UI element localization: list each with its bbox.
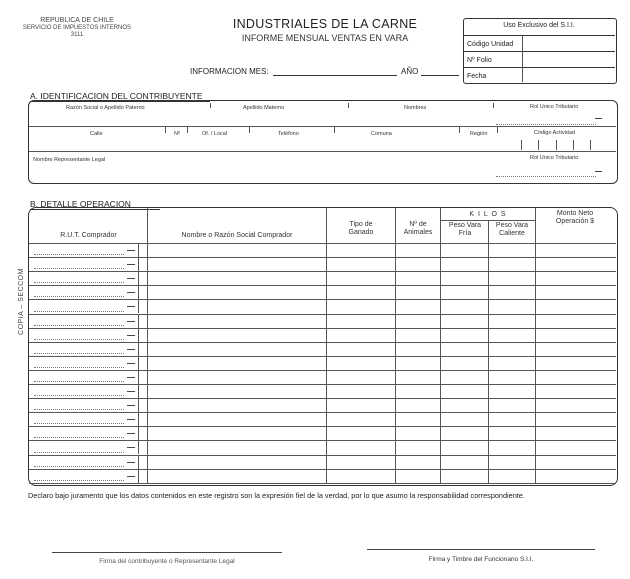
- rut-verifier-divider: [138, 286, 139, 299]
- numero-label: Nº: [174, 131, 180, 137]
- table-row[interactable]: [29, 244, 616, 257]
- col-animales-header: Nº de Animales: [403, 221, 433, 236]
- col-caliente-header: Peso Vara Caliente: [495, 222, 529, 237]
- rut-digit-guides: [34, 311, 124, 312]
- representante-label: Nombre Representante Legal: [33, 157, 106, 163]
- declaration-text: Declaro bajo juramento que los datos contenidos en este registro son la expresión fiel de la verdad, por lo que asumo la responsabilidad correspondiente.: [28, 491, 525, 500]
- rut-verifier-dash: [127, 321, 135, 322]
- tick: [538, 140, 539, 150]
- table-row-divider: [29, 483, 616, 484]
- table-row[interactable]: [29, 329, 616, 342]
- table-row[interactable]: [29, 441, 616, 454]
- comuna-label: Comuna: [371, 131, 392, 137]
- rut-digit-guides: [34, 395, 124, 396]
- rut-verifier-dash: [127, 278, 135, 279]
- sii-fecha-label: Fecha: [467, 73, 487, 80]
- form-title: INDUSTRIALES DE LA CARNE: [232, 17, 418, 31]
- info-mes-row: [190, 67, 269, 76]
- rut-digit-guides: [34, 268, 124, 269]
- rut-verifier-divider: [138, 244, 139, 257]
- signature-line-left[interactable]: [52, 552, 282, 553]
- rut-verifier-dash: [127, 391, 135, 392]
- country-name: REPUBLICA DE CHILE: [40, 17, 114, 24]
- mes-label: INFORMACION MES:: [190, 67, 269, 76]
- rut-digit-guides: [34, 254, 124, 255]
- rut-verifier-divider: [138, 258, 139, 271]
- tick: [210, 103, 211, 108]
- rut-dash: [595, 171, 602, 172]
- rut-verifier-divider: [138, 399, 139, 412]
- signature-line-right[interactable]: [367, 549, 595, 550]
- table-row[interactable]: [29, 300, 616, 313]
- rut-dash: [595, 118, 602, 119]
- signature-label-left: Firma del contribuyente o Representante Legal: [99, 558, 235, 565]
- rut-verifier-dash: [127, 476, 135, 477]
- rut-verifier-dash: [127, 377, 135, 378]
- rut-verifier-divider: [138, 343, 139, 356]
- col-tipo-header: Tipo de Ganado: [348, 221, 374, 236]
- rut-verifier-dash: [127, 363, 135, 364]
- tick: [187, 127, 188, 133]
- rut-digit-guides: [34, 339, 124, 340]
- tick: [590, 140, 591, 150]
- tick: [521, 140, 522, 150]
- rut-representante-label: Rol Unico Tributario: [530, 155, 579, 161]
- table-row[interactable]: [29, 399, 616, 412]
- rut-digit-guides: [34, 353, 124, 354]
- rut-contribuyente-label: Rol Unico Tributario: [530, 104, 579, 110]
- calle-label: Calle: [90, 131, 103, 137]
- form-subtitle: INFORME MENSUAL VENTAS EN VARA: [241, 33, 409, 43]
- telefono-label: Teléfono: [278, 131, 299, 137]
- rut-digit-guides: [34, 381, 124, 382]
- rut-digit-guides: [34, 367, 124, 368]
- section-a-title: A. IDENTIFICACION DEL CONTRIBUYENTE: [30, 91, 203, 101]
- sii-folio-label: Nº Folio: [467, 57, 492, 64]
- tick: [573, 140, 574, 150]
- rut-verifier-divider: [138, 385, 139, 398]
- apellido-materno-label: Apellido Materno: [243, 105, 285, 111]
- rut-verifier-divider: [138, 272, 139, 285]
- sii-codigo-unidad-label: Código Unidad: [467, 41, 514, 48]
- rut-verifier-divider: [138, 456, 139, 469]
- table-row[interactable]: [29, 470, 616, 483]
- table-row[interactable]: [29, 272, 616, 285]
- table-row[interactable]: [29, 343, 616, 356]
- form-number: 3111: [70, 32, 84, 38]
- table-row[interactable]: [29, 286, 616, 299]
- table-row[interactable]: [29, 357, 616, 370]
- rut-verifier-divider: [138, 315, 139, 328]
- rut-digit-guides: [34, 296, 124, 297]
- razon-social-label: Razón Social o Apellido Paterno: [66, 105, 145, 111]
- rut-digit-guides: [34, 480, 124, 481]
- sii-column-divider: [522, 35, 523, 82]
- section-b-title: B. DETALLE OPERACION: [30, 199, 131, 209]
- codigo-actividad-label: Código Actividad: [534, 130, 575, 136]
- signature-label-right: Firma y Timbre del Funcionario S.I.I.: [428, 556, 534, 563]
- oficina-label: Of. / Local: [202, 131, 228, 137]
- col-monto-header: Monto Neto Operación $: [555, 210, 595, 225]
- sii-divider: [463, 35, 615, 36]
- rut-verifier-dash: [127, 405, 135, 406]
- sii-divider: [463, 51, 615, 52]
- col-kilos-header: K I L O S: [469, 211, 507, 218]
- rut-verifier-dash: [127, 292, 135, 293]
- rut-verifier-divider: [138, 329, 139, 342]
- sii-box-title: Uso Exclusivo del S.I.I.: [503, 22, 575, 29]
- region-label: Región: [470, 131, 488, 137]
- rut-digit-guides: [34, 466, 124, 467]
- mes-field[interactable]: [273, 75, 397, 76]
- table-row[interactable]: [29, 413, 616, 426]
- sii-divider: [463, 67, 615, 68]
- table-row[interactable]: [29, 456, 616, 469]
- rut-verifier-divider: [138, 441, 139, 454]
- rut-verifier-divider: [138, 470, 139, 483]
- rut-digit-guides: [34, 423, 124, 424]
- copy-side-label: COPIA – SECCOM: [17, 268, 25, 335]
- issuer-block: [22, 17, 132, 39]
- table-row[interactable]: [29, 371, 616, 384]
- nombres-label: Nombres: [404, 105, 427, 111]
- rut-verifier-divider: [138, 413, 139, 426]
- tick: [497, 127, 498, 133]
- rut-digit-guides: [34, 437, 124, 438]
- rut-verifier-dash: [127, 306, 135, 307]
- row-divider: [29, 151, 616, 152]
- contribuyente-box: [28, 100, 618, 184]
- rut-verifier-dash: [127, 349, 135, 350]
- rut-verifier-divider: [138, 357, 139, 370]
- rut-verifier-dash: [127, 462, 135, 463]
- rut-representante-field[interactable]: [496, 176, 596, 177]
- col-fria-header: Peso Vara Fría: [448, 222, 482, 237]
- tick: [334, 127, 335, 133]
- col-nombre-header: Nombre o Razón Social Comprador: [181, 232, 293, 239]
- rut-verifier-dash: [127, 264, 135, 265]
- rut-verifier-dash: [127, 433, 135, 434]
- tick: [249, 127, 250, 133]
- anio-field[interactable]: [421, 75, 459, 76]
- kilos-divider: [441, 220, 535, 221]
- table-row[interactable]: [29, 427, 616, 440]
- rut-verifier-divider: [138, 371, 139, 384]
- agency-name: SERVICIO DE IMPUESTOS INTERNOS: [22, 25, 132, 31]
- tick: [556, 140, 557, 150]
- rut-verifier-divider: [138, 427, 139, 440]
- col-rut-header: R.U.T. Comprador: [60, 232, 117, 239]
- tick: [165, 127, 166, 133]
- tick: [493, 103, 494, 108]
- rut-verifier-dash: [127, 419, 135, 420]
- rut-digit-guides: [34, 325, 124, 326]
- rut-digit-guides: [34, 452, 124, 453]
- rut-verifier-dash: [127, 447, 135, 448]
- rut-verifier-divider: [138, 300, 139, 313]
- tick: [348, 103, 349, 108]
- anio-label: AÑO: [401, 67, 419, 76]
- rut-contribuyente-field[interactable]: [496, 124, 596, 125]
- row-divider: [29, 126, 616, 127]
- rut-verifier-dash: [127, 250, 135, 251]
- rut-digit-guides: [34, 282, 124, 283]
- rut-verifier-dash: [127, 335, 135, 336]
- table-row[interactable]: [29, 258, 616, 271]
- rut-digit-guides: [34, 409, 124, 410]
- table-row[interactable]: [29, 315, 616, 328]
- tick: [459, 127, 460, 133]
- table-row[interactable]: [29, 385, 616, 398]
